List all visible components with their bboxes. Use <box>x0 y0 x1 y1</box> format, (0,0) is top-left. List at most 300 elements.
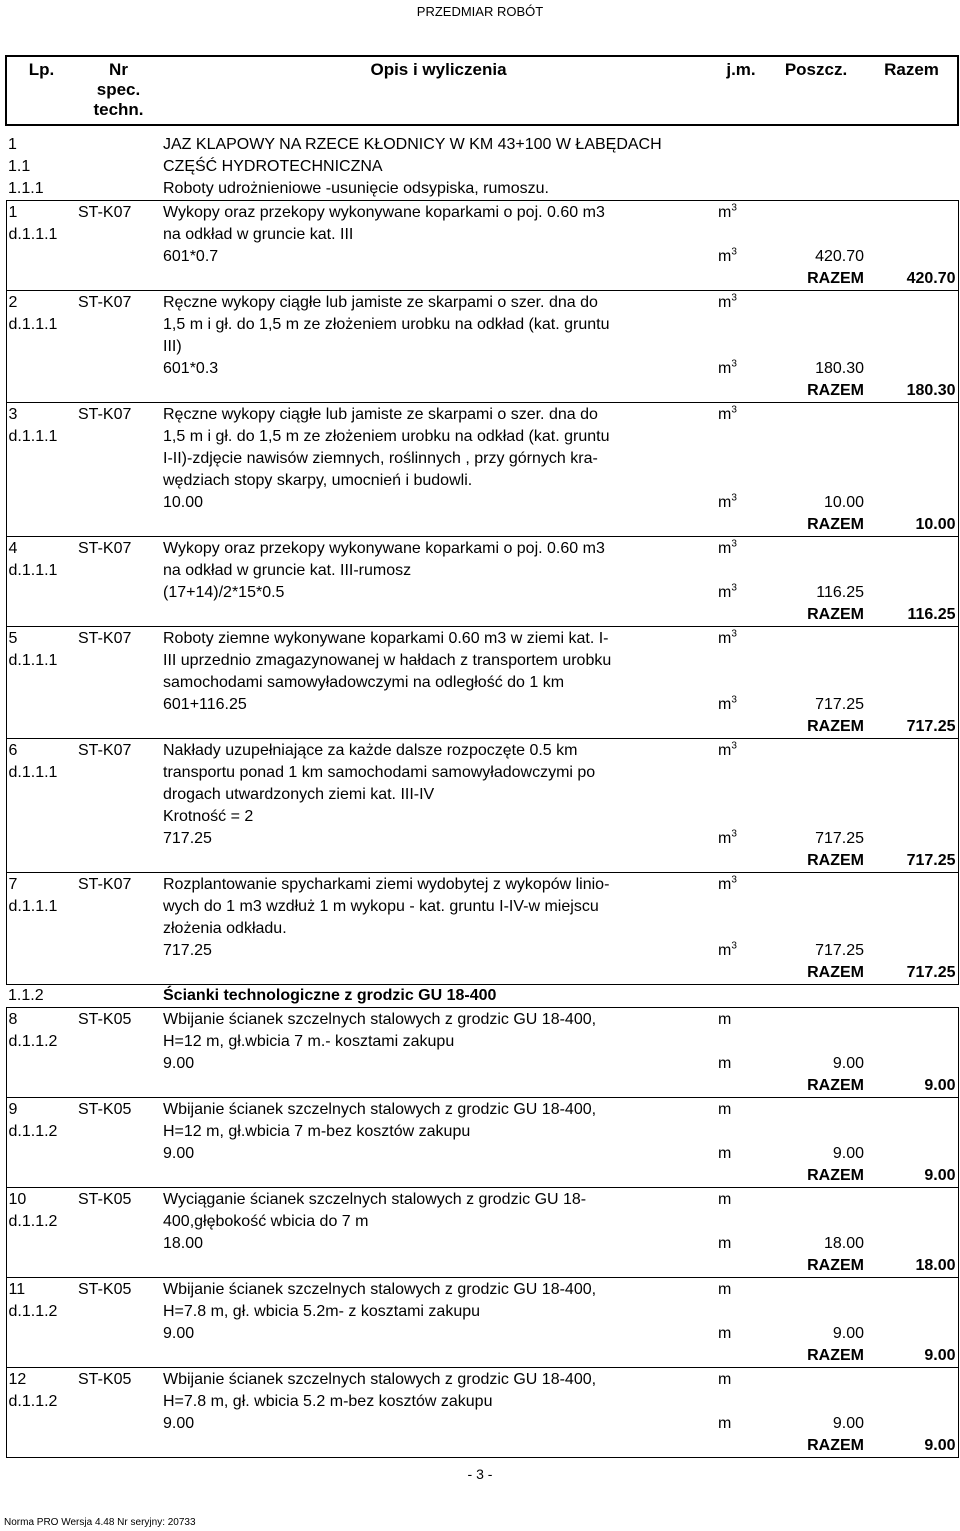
empty-cell <box>866 492 958 514</box>
item-poszcz: 9.00 <box>832 1325 864 1342</box>
empty-cell <box>766 627 866 651</box>
empty-cell <box>76 268 161 291</box>
empty-cell <box>76 582 161 604</box>
item-spec: ST-K05 <box>76 1368 161 1392</box>
item-total-row <box>6 514 958 537</box>
item-calculation: 18.00 <box>163 1235 204 1252</box>
item-description: Wbijanie ścianek szczelnych stalowych z grodzic GU 18-400, <box>161 1008 716 1032</box>
empty-cell <box>766 224 866 246</box>
item-calculation: 10.00 <box>163 494 204 511</box>
item-desc-row <box>6 336 958 358</box>
empty-cell <box>866 1233 958 1255</box>
empty-cell <box>766 650 866 672</box>
empty-cell <box>6 582 76 604</box>
item-desc-row <box>6 426 958 448</box>
total-label: RAZEM <box>766 380 866 403</box>
item-ref: d.1.1.1 <box>6 896 76 918</box>
empty-cell <box>766 806 866 828</box>
unit-cell <box>716 828 766 850</box>
empty-cell <box>716 1435 766 1458</box>
item-total-row <box>6 1255 958 1278</box>
item-description: samochodami samowyładowczymi na odległość do 1 km <box>163 674 565 691</box>
empty-cell <box>76 560 161 582</box>
empty-cell <box>76 962 161 985</box>
item-ref: d.1.1.1 <box>6 426 76 448</box>
item-calculation: 601*0.3 <box>163 360 219 377</box>
unit-m: m <box>718 1281 732 1298</box>
empty-cell <box>766 1391 866 1413</box>
unit-cell <box>716 1053 766 1075</box>
empty-cell <box>766 314 866 336</box>
item-calc-row <box>6 1053 958 1075</box>
item-calc-row <box>6 694 958 716</box>
item-description: 1,5 m i gł. do 1,5 m ze złożeniem urobku na odkład (kat. gruntu <box>163 316 610 333</box>
total-label: RAZEM <box>766 268 866 291</box>
empty-cell <box>6 1255 76 1278</box>
section-heading-1-1 <box>6 156 958 178</box>
empty-cell <box>76 604 161 627</box>
item-poszcz: 18.00 <box>823 1235 864 1252</box>
item-number: 4 <box>6 537 76 561</box>
unit-m: m <box>718 248 732 265</box>
unit-cell <box>716 291 766 315</box>
empty-cell <box>76 1143 161 1165</box>
item-number: 7 <box>6 873 76 897</box>
item-total-row <box>6 1075 958 1098</box>
unit-cell <box>716 694 766 716</box>
item-description: Nakłady uzupełniające za każde dalsze rozpoczęte 0.5 km <box>161 739 716 763</box>
item-poszcz: 717.25 <box>815 942 864 959</box>
item-description: 400,głębokość wbicia do 7 m <box>163 1213 369 1230</box>
item-poszcz: 9.00 <box>832 1415 864 1432</box>
empty-cell <box>161 604 716 627</box>
empty-cell <box>866 470 958 492</box>
empty-cell <box>716 672 766 694</box>
item-calculation: 601*0.7 <box>163 248 219 265</box>
empty-cell <box>6 1323 76 1345</box>
empty-cell <box>866 560 958 582</box>
item-desc-row <box>6 448 958 470</box>
empty-cell <box>6 1413 76 1435</box>
item-description: H=12 m, gł.wbicia 7 m-bez kosztów zakupu <box>163 1123 471 1140</box>
unit-cell <box>716 1233 766 1255</box>
item-total-row <box>6 1345 958 1368</box>
item-description: H=7.8 m, gł. wbicia 5.2 m-bez kosztów zakupu <box>163 1393 493 1410</box>
item-desc-row <box>6 560 958 582</box>
item-row <box>6 1278 958 1302</box>
total-label: RAZEM <box>766 962 866 985</box>
empty-cell <box>716 1075 766 1098</box>
empty-cell <box>6 336 76 358</box>
empty-cell <box>766 896 866 918</box>
empty-cell <box>716 1345 766 1368</box>
item-row <box>6 1008 958 1032</box>
empty-cell <box>76 985 161 1008</box>
item-row <box>6 627 958 651</box>
empty-cell <box>6 806 76 828</box>
empty-cell <box>161 1165 716 1188</box>
empty-cell <box>76 694 161 716</box>
empty-cell <box>76 426 161 448</box>
item-poszcz: 717.25 <box>815 830 864 847</box>
empty-cell <box>866 1413 958 1435</box>
empty-cell <box>866 291 958 315</box>
item-total: 9.00 <box>866 1165 958 1188</box>
empty-cell <box>161 1345 716 1368</box>
total-label: RAZEM <box>766 716 866 739</box>
item-description: 1,5 m i gł. do 1,5 m ze złożeniem urobku na odkład (kat. gruntu <box>163 428 610 445</box>
empty-cell <box>6 514 76 537</box>
page-header: PRZEDMIAR ROBÓT <box>416 4 544 19</box>
item-total: 420.70 <box>866 268 958 291</box>
item-row <box>6 537 958 561</box>
item-calculation: 717.25 <box>163 830 212 847</box>
unit-cell <box>716 627 766 651</box>
item-calc-row <box>6 246 958 268</box>
unit-m: m <box>718 1191 732 1208</box>
unit-cell <box>716 201 766 225</box>
empty-cell <box>6 1075 76 1098</box>
empty-cell <box>161 1075 716 1098</box>
item-calculation: 9.00 <box>163 1145 195 1162</box>
item-spec: ST-K07 <box>76 739 161 763</box>
item-description: H=7.8 m, gł. wbicia 5.2m- z kosztami zakupu <box>163 1303 481 1320</box>
empty-cell <box>766 672 866 694</box>
empty-cell <box>766 1008 866 1032</box>
unit-exponent: 3 <box>731 292 737 304</box>
item-ref: d.1.1.2 <box>6 1031 76 1053</box>
item-calc-row <box>6 492 958 514</box>
item-desc-row <box>6 224 958 246</box>
col-header-razem: Razem <box>866 56 958 125</box>
unit-exponent: 3 <box>731 828 737 840</box>
empty-cell <box>716 426 766 448</box>
empty-cell <box>6 784 76 806</box>
empty-cell <box>866 672 958 694</box>
empty-cell <box>716 560 766 582</box>
total-label: RAZEM <box>766 1255 866 1278</box>
heading-text: Ścianki technologiczne z grodzic GU 18-400 <box>163 987 497 1004</box>
unit-exponent: 3 <box>731 246 737 258</box>
item-row <box>6 739 958 763</box>
empty-cell <box>6 470 76 492</box>
item-description: transportu ponad 1 km samochodami samowyładowczymi po <box>163 764 596 781</box>
total-label: RAZEM <box>766 850 866 873</box>
item-total-row <box>6 380 958 403</box>
unit-cell <box>716 537 766 561</box>
item-calculation: 717.25 <box>163 942 212 959</box>
total-label: RAZEM <box>766 1435 866 1458</box>
empty-cell <box>866 739 958 763</box>
item-calc-row <box>6 940 958 962</box>
empty-cell <box>6 940 76 962</box>
item-total-row <box>6 268 958 291</box>
empty-cell <box>866 762 958 784</box>
unit-m: m <box>718 584 732 601</box>
empty-cell <box>766 403 866 427</box>
item-description: H=12 m, gł.wbicia 7 m.- kosztami zakupu <box>163 1033 455 1050</box>
item-poszcz: 180.30 <box>815 360 864 377</box>
empty-cell <box>76 1435 161 1458</box>
empty-cell <box>76 336 161 358</box>
empty-cell <box>716 918 766 940</box>
item-spec: ST-K07 <box>76 627 161 651</box>
empty-cell <box>716 1165 766 1188</box>
item-total: 116.25 <box>866 604 958 627</box>
item-poszcz: 116.25 <box>816 584 864 601</box>
unit-m: m <box>718 360 732 377</box>
total-label: RAZEM <box>766 1075 866 1098</box>
total-label: RAZEM <box>766 604 866 627</box>
heading-text: Roboty udrożnieniowe -usunięcie odsypiska, rumoszu. <box>163 180 549 197</box>
item-calculation: 9.00 <box>163 1055 195 1072</box>
unit-m: m <box>718 406 732 423</box>
unit-m: m <box>718 1371 732 1388</box>
item-number: 1 <box>6 201 76 225</box>
item-spec: ST-K07 <box>76 873 161 897</box>
empty-cell <box>76 940 161 962</box>
section-heading-1-1-2 <box>6 985 958 1008</box>
empty-cell <box>766 739 866 763</box>
cost-estimate-table <box>5 55 959 1458</box>
item-description: złożenia odkładu. <box>163 920 287 937</box>
item-description: Wyciąganie ścianek szczelnych stalowych z grodzic GU 18- <box>161 1188 716 1212</box>
empty-cell <box>161 514 716 537</box>
item-number: 9 <box>6 1098 76 1122</box>
empty-cell <box>766 1211 866 1233</box>
empty-cell <box>76 650 161 672</box>
empty-cell <box>76 1121 161 1143</box>
empty-cell <box>76 1255 161 1278</box>
empty-cell <box>716 336 766 358</box>
empty-cell <box>76 246 161 268</box>
empty-cell <box>766 426 866 448</box>
empty-cell <box>866 582 958 604</box>
unit-m: m <box>718 1415 732 1432</box>
empty-cell <box>866 336 958 358</box>
item-description: Krotność = 2 <box>163 808 254 825</box>
empty-cell <box>716 1121 766 1143</box>
empty-cell <box>6 1143 76 1165</box>
empty-cell <box>866 246 958 268</box>
empty-cell <box>766 560 866 582</box>
unit-exponent: 3 <box>731 874 737 886</box>
col-header-jm: j.m. <box>716 56 766 125</box>
item-description: Wykopy oraz przekopy wykonywane koparkami o poj. 0.60 m3 <box>161 201 716 225</box>
empty-cell <box>866 1368 958 1392</box>
empty-cell <box>866 918 958 940</box>
empty-cell <box>866 1053 958 1075</box>
unit-cell <box>716 358 766 380</box>
item-desc-row <box>6 1301 958 1323</box>
empty-cell <box>766 918 866 940</box>
unit-m: m <box>718 1055 732 1072</box>
section-heading-1-1-1 <box>6 178 958 201</box>
unit-exponent: 3 <box>731 694 737 706</box>
empty-cell <box>716 896 766 918</box>
unit-m: m <box>718 876 732 893</box>
empty-cell <box>6 1053 76 1075</box>
empty-cell <box>866 1323 958 1345</box>
empty-cell <box>866 1031 958 1053</box>
item-total: 9.00 <box>866 1345 958 1368</box>
item-spec: ST-K07 <box>76 201 161 225</box>
unit-exponent: 3 <box>731 740 737 752</box>
empty-cell <box>716 716 766 739</box>
empty-cell <box>766 336 866 358</box>
empty-cell <box>161 1435 716 1458</box>
empty-cell <box>76 448 161 470</box>
item-poszcz: 9.00 <box>832 1145 864 1162</box>
empty-cell <box>766 291 866 315</box>
unit-cell <box>716 739 766 763</box>
item-number: 10 <box>6 1188 76 1212</box>
item-poszcz: 10.00 <box>823 494 864 511</box>
empty-cell <box>766 448 866 470</box>
empty-cell <box>866 806 958 828</box>
empty-cell <box>866 537 958 561</box>
empty-cell <box>866 1278 958 1302</box>
item-spec: ST-K05 <box>76 1188 161 1212</box>
item-description: Roboty ziemne wykonywane koparkami 0.60 m3 w ziemi kat. I- <box>161 627 716 651</box>
item-number: 11 <box>6 1278 76 1302</box>
empty-cell <box>766 201 866 225</box>
empty-cell <box>716 1301 766 1323</box>
unit-cell <box>716 1413 766 1435</box>
item-total: 717.25 <box>866 716 958 739</box>
empty-cell <box>716 762 766 784</box>
col-header-lp: Lp. <box>6 56 76 125</box>
empty-cell <box>76 1345 161 1368</box>
empty-cell <box>866 627 958 651</box>
item-description: wych do 1 m3 wzdłuż 1 m wykopu - kat. gruntu I-IV-w miejscu <box>163 898 599 915</box>
empty-cell <box>716 1211 766 1233</box>
item-desc-row <box>6 762 958 784</box>
item-total: 9.00 <box>866 1435 958 1458</box>
unit-exponent: 3 <box>731 404 737 416</box>
heading-number: 1.1 <box>8 158 31 175</box>
empty-cell <box>76 380 161 403</box>
empty-cell <box>6 716 76 739</box>
empty-cell <box>6 962 76 985</box>
total-label: RAZEM <box>766 1165 866 1188</box>
empty-cell <box>866 1098 958 1122</box>
empty-cell <box>161 380 716 403</box>
empty-cell <box>766 1301 866 1323</box>
item-ref: d.1.1.2 <box>6 1391 76 1413</box>
item-spec: ST-K07 <box>76 537 161 561</box>
empty-cell <box>716 1255 766 1278</box>
item-calculation: 9.00 <box>163 1415 195 1432</box>
empty-cell <box>866 403 958 427</box>
unit-m: m <box>718 204 732 221</box>
empty-cell <box>866 650 958 672</box>
empty-cell <box>76 762 161 784</box>
item-row <box>6 291 958 315</box>
empty-cell <box>76 1233 161 1255</box>
item-total: 9.00 <box>866 1075 958 1098</box>
col-header-spec: Nr spec. techn. <box>76 56 161 125</box>
empty-cell <box>6 1345 76 1368</box>
item-description: Rozplantowanie spycharkami ziemi wydobytej z wykopów linio- <box>161 873 716 897</box>
empty-cell <box>6 448 76 470</box>
empty-cell <box>866 448 958 470</box>
page-number: - 3 - <box>467 1466 493 1482</box>
item-description: Ręczne wykopy ciągłe lub jamiste ze skarpami o szer. dna do <box>161 403 716 427</box>
empty-cell <box>766 470 866 492</box>
unit-m: m <box>718 696 732 713</box>
item-ref: d.1.1.2 <box>6 1121 76 1143</box>
heading-number: 1.1.2 <box>8 987 44 1004</box>
item-description: Wbijanie ścianek szczelnych stalowych z grodzic GU 18-400, <box>161 1098 716 1122</box>
item-desc-row <box>6 1121 958 1143</box>
empty-cell <box>76 470 161 492</box>
unit-exponent: 3 <box>731 582 737 594</box>
item-poszcz: 420.70 <box>815 248 864 265</box>
item-desc-row <box>6 918 958 940</box>
unit-m: m <box>718 1145 732 1162</box>
empty-cell <box>76 850 161 873</box>
item-total-row <box>6 716 958 739</box>
empty-cell <box>766 873 866 897</box>
empty-cell <box>766 1278 866 1302</box>
heading-text: JAZ KLAPOWY NA RZECE KŁODNICY W KM 43+100 W ŁABĘDACH <box>163 136 662 153</box>
item-spec: ST-K07 <box>76 291 161 315</box>
empty-cell <box>76 672 161 694</box>
empty-cell <box>76 1031 161 1053</box>
item-row <box>6 403 958 427</box>
empty-cell <box>76 784 161 806</box>
empty-cell <box>716 850 766 873</box>
item-calculation: (17+14)/2*15*0.5 <box>163 584 285 601</box>
empty-cell <box>716 1031 766 1053</box>
empty-cell <box>866 314 958 336</box>
empty-cell <box>6 850 76 873</box>
item-description: Wbijanie ścianek szczelnych stalowych z grodzic GU 18-400, <box>161 1368 716 1392</box>
empty-cell <box>76 806 161 828</box>
unit-m: m <box>718 1101 732 1118</box>
empty-cell <box>76 828 161 850</box>
unit-cell <box>716 1098 766 1122</box>
item-total-row <box>6 850 958 873</box>
item-desc-row <box>6 784 958 806</box>
item-spec: ST-K05 <box>76 1008 161 1032</box>
section-heading-1 <box>6 134 958 156</box>
item-total-row <box>6 1165 958 1188</box>
total-label: RAZEM <box>766 1345 866 1368</box>
empty-cell <box>6 492 76 514</box>
empty-cell <box>6 380 76 403</box>
item-row <box>6 1188 958 1212</box>
empty-cell <box>766 1368 866 1392</box>
item-number: 6 <box>6 739 76 763</box>
item-spec: ST-K07 <box>76 403 161 427</box>
unit-m: m <box>718 294 732 311</box>
unit-m: m <box>718 942 732 959</box>
item-total: 18.00 <box>866 1255 958 1278</box>
unit-cell <box>716 940 766 962</box>
unit-cell <box>716 1368 766 1392</box>
item-desc-row <box>6 470 958 492</box>
item-description: Ręczne wykopy ciągłe lub jamiste ze skarpami o szer. dna do <box>161 291 716 315</box>
item-calc-row <box>6 1413 958 1435</box>
unit-m: m <box>718 630 732 647</box>
empty-cell <box>716 806 766 828</box>
unit-m: m <box>718 742 732 759</box>
empty-cell <box>866 1121 958 1143</box>
item-description: na odkład w gruncie kat. III <box>163 226 354 243</box>
heading-number: 1.1.1 <box>8 180 44 197</box>
